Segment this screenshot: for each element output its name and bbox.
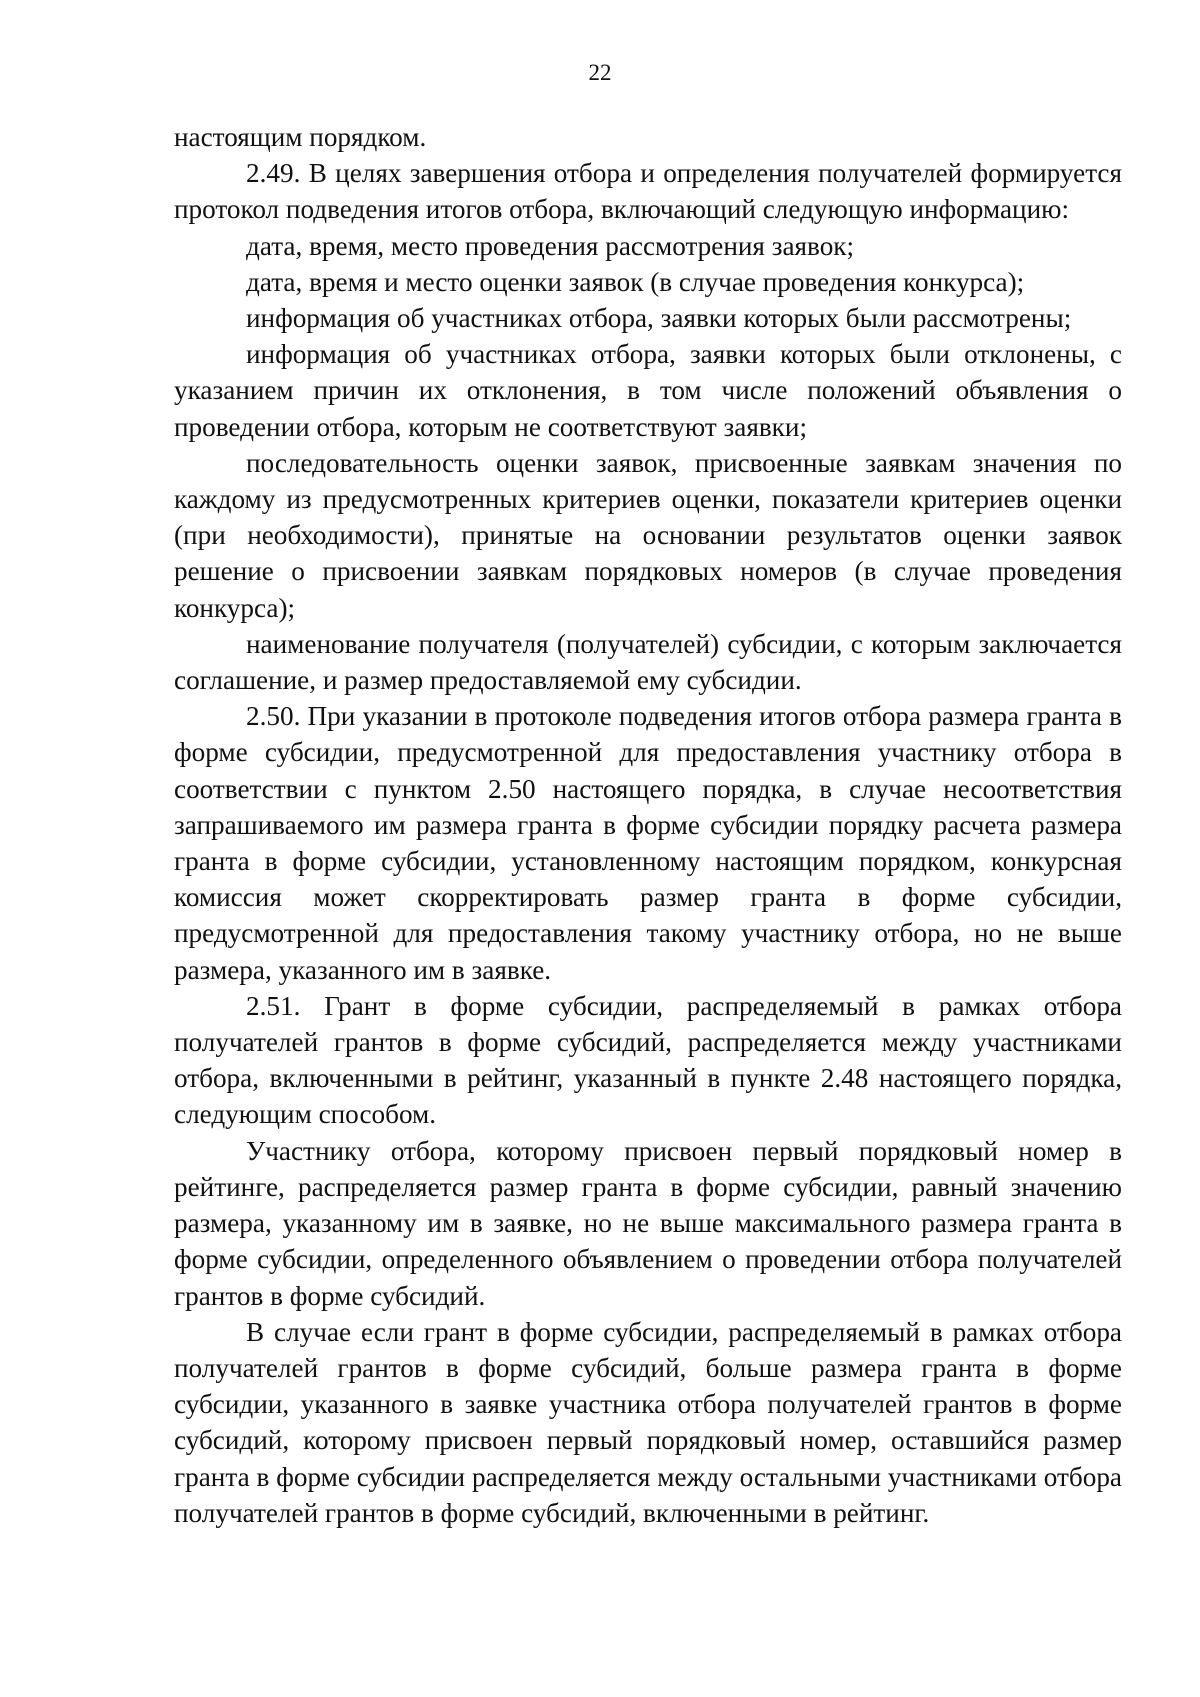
paragraph: Участнику отбора, которому присвоен первый порядковый номер в рейтинге, распределяется размер гранта в форме субсидии, равный значению размера, указанному им в заявке, но не выше максимального размера гранта в форме субсидии, определенного объявлением о проведении отбора получателей грантов в форме субсидий. (174, 1135, 1122, 1311)
page-number: 22 (588, 60, 612, 85)
paragraph: настоящим порядком. (174, 122, 427, 152)
paragraph: 2.49. В целях завершения отбора и определения получателей формируется протокол подведения итогов отбора, включающий следующую информацию: (174, 158, 1122, 225)
paragraph: информация об участниках отбора, заявки которых были рассмотрены; (246, 303, 1072, 334)
paragraph: дата, время и место оценки заявок (в случае проведения конкурса); (246, 266, 1025, 297)
paragraph: наименование получателя (получателей) субсидии, с которым заключается соглашение, и размер предоставляемой ему субсидии. (174, 628, 1122, 696)
paragraph: 2.51. Грант в форме субсидии, распределяемый в рамках отбора получателей грантов в форме субсидий, распределяется между участниками отбора, включенными в рейтинг, указанный в пункте 2.48 настоящего порядка, следующим способом. (174, 990, 1122, 1130)
document-body (174, 119, 1122, 1531)
paragraph: информация об участниках отбора, заявки которых были отклонены, с указанием причин их отклонения, в том числе положений объявления о проведении отбора, которым не соответствуют заявки; (174, 339, 1122, 442)
paragraph: последовательность оценки заявок, присвоенные заявкам значения по каждому из предусмотренных критериев оценки, показатели критериев оценки (при необходимости), принятые на основании результатов оценки заявок решение о присвоении заявкам порядковых номеров (в случае проведения конкурса); (174, 447, 1122, 623)
paragraph: В случае если грант в форме субсидии, распределяемый в рамках отбора получателей грантов в форме субсидий, больше размера гранта в форме субсидии, указанного в заявке участника отбора получателей грантов в форме субсидий, которому присвоен первый порядковый номер, оставшийся размер гранта в форме субсидии распределяется между остальными участниками отбора получателей грантов в форме субсидий, включенными в рейтинг. (174, 1316, 1122, 1528)
paragraph: 2.50. При указании в протоколе подведения итогов отбора размера гранта в форме субсидии, предусмотренной для предоставления участнику отбора в соответствии с пунктом 2.50 настоящего порядка, в случае несоответствия запрашиваемого им размера гранта в форме субсидии порядку расчета размера гранта в форме субсидии, установленному настоящим порядком, конкурсная комиссия может скорректировать размер гранта в форме субсидии, предусмотренной для предоставления такому участнику отбора, но не выше размера, указанного им в заявке. (174, 701, 1122, 985)
paragraph: дата, время, место проведения рассмотрения заявок; (246, 230, 855, 261)
